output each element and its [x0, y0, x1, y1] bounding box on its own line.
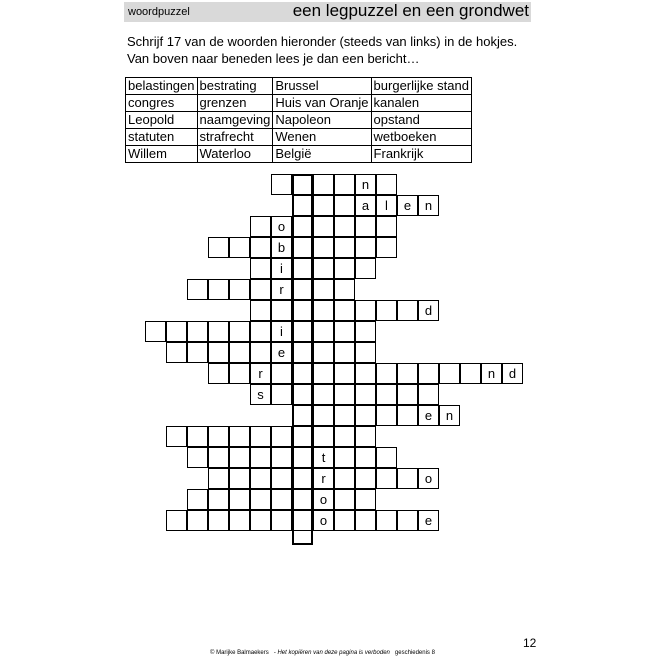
grid-cell-empty[interactable] [313, 321, 334, 342]
word-cell: wetboeken [371, 129, 471, 146]
grid-cell-empty[interactable] [376, 384, 397, 405]
grid-cell-empty[interactable] [229, 363, 250, 384]
grid-cell-letter[interactable]: s [250, 384, 271, 405]
grid-cell-empty[interactable] [166, 426, 187, 447]
grid-cell-empty[interactable] [334, 195, 355, 216]
grid-cell-letter[interactable]: n [355, 174, 376, 195]
grid-cell-letter[interactable]: o [271, 216, 292, 237]
word-cell: opstand [371, 112, 471, 129]
word-table-row [126, 78, 472, 95]
grid-cell-empty[interactable] [166, 342, 187, 363]
grid-cell-empty[interactable] [313, 300, 334, 321]
grid-cell-empty[interactable] [355, 447, 376, 468]
grid-cell-letter[interactable]: l [376, 195, 397, 216]
header-bar [124, 2, 531, 22]
grid-cell-empty[interactable] [208, 426, 229, 447]
grid-cell-empty[interactable] [334, 489, 355, 510]
grid-cell-letter[interactable]: r [271, 279, 292, 300]
grid-cell-empty[interactable] [271, 363, 292, 384]
grid-cell-empty[interactable] [397, 468, 418, 489]
word-cell: burgerlijke stand [371, 78, 471, 95]
word-cell: statuten [126, 129, 198, 146]
grid-cell-empty[interactable] [250, 342, 271, 363]
word-list-table [125, 77, 472, 163]
grid-cell-empty[interactable] [292, 510, 313, 531]
grid-cell-empty[interactable] [250, 300, 271, 321]
grid-cell-empty[interactable] [376, 363, 397, 384]
grid-cell-empty[interactable] [313, 174, 334, 195]
grid-cell-letter[interactable]: e [397, 195, 418, 216]
grid-cell-empty[interactable] [250, 489, 271, 510]
grid-cell-empty[interactable] [229, 447, 250, 468]
grid-cell-empty[interactable] [208, 468, 229, 489]
grid-cell-empty[interactable] [292, 405, 313, 426]
grid-cell-empty[interactable] [292, 384, 313, 405]
word-cell: Wenen [273, 129, 371, 146]
grid-cell-letter[interactable]: e [418, 405, 439, 426]
grid-cell-empty[interactable] [208, 447, 229, 468]
grid-cell-letter[interactable]: r [313, 468, 334, 489]
grid-cell-empty[interactable] [166, 510, 187, 531]
grid-cell-letter[interactable]: i [271, 258, 292, 279]
grid-cell-letter[interactable]: n [481, 363, 502, 384]
grid-cell-empty[interactable] [313, 216, 334, 237]
grid-cell-empty[interactable] [271, 174, 292, 195]
grid-cell-empty[interactable] [271, 468, 292, 489]
word-cell: Napoleon [273, 112, 371, 129]
grid-cell-empty[interactable] [292, 216, 313, 237]
word-cell: België [273, 146, 371, 163]
word-cell: Willem [126, 146, 198, 163]
grid-cell-letter[interactable]: n [439, 405, 460, 426]
grid-cell-empty[interactable] [187, 510, 208, 531]
grid-cell-empty[interactable] [187, 321, 208, 342]
grid-cell-empty[interactable] [271, 510, 292, 531]
word-cell: kanalen [371, 95, 471, 112]
grid-cell-empty[interactable] [229, 279, 250, 300]
grid-cell-empty[interactable] [355, 321, 376, 342]
grid-cell-empty[interactable] [376, 300, 397, 321]
grid-cell-empty[interactable] [334, 510, 355, 531]
worksheet-type-label: woordpuzzel [128, 6, 190, 18]
grid-cell-empty[interactable] [187, 447, 208, 468]
grid-cell-empty[interactable] [334, 258, 355, 279]
grid-cell-empty[interactable] [376, 510, 397, 531]
grid-cell-empty[interactable] [355, 510, 376, 531]
grid-cell-empty[interactable] [292, 447, 313, 468]
grid-cell-empty[interactable] [313, 342, 334, 363]
word-cell: naamgeving [197, 112, 273, 129]
grid-cell-empty[interactable] [229, 489, 250, 510]
grid-cell-empty[interactable] [334, 216, 355, 237]
grid-cell-empty[interactable] [397, 384, 418, 405]
grid-cell-empty[interactable] [229, 237, 250, 258]
grid-cell-empty[interactable] [397, 510, 418, 531]
grid-cell-empty[interactable] [229, 468, 250, 489]
grid-cell-letter[interactable]: o [313, 510, 334, 531]
grid-cell-empty[interactable] [334, 405, 355, 426]
grid-cell-empty[interactable] [250, 426, 271, 447]
grid-cell-empty[interactable] [292, 342, 313, 363]
grid-cell-empty[interactable] [376, 216, 397, 237]
grid-cell-empty[interactable] [355, 300, 376, 321]
grid-cell-empty[interactable] [397, 300, 418, 321]
grid-cell-empty[interactable] [208, 237, 229, 258]
grid-cell-letter[interactable]: b [271, 237, 292, 258]
worksheet-title: een legpuzzel en een grondwet [292, 1, 529, 20]
grid-cell-empty[interactable] [250, 447, 271, 468]
grid-cell-empty[interactable] [334, 237, 355, 258]
grid-cell-letter[interactable]: o [418, 468, 439, 489]
grid-cell-empty[interactable] [334, 384, 355, 405]
grid-cell-empty[interactable] [166, 321, 187, 342]
word-cell: bestrating [197, 78, 273, 95]
grid-cell-empty[interactable] [271, 489, 292, 510]
grid-cell-empty[interactable] [292, 468, 313, 489]
word-table-row [126, 95, 472, 112]
grid-cell-empty[interactable] [355, 468, 376, 489]
word-cell: congres [126, 95, 198, 112]
grid-cell-empty[interactable] [418, 384, 439, 405]
grid-cell-empty[interactable] [313, 405, 334, 426]
page-number: 12 [523, 636, 537, 650]
grid-cell-empty[interactable] [334, 321, 355, 342]
word-cell: Frankrijk [371, 146, 471, 163]
grid-cell-empty[interactable] [313, 258, 334, 279]
word-cell: belastingen [126, 78, 198, 95]
grid-cell-empty[interactable] [376, 447, 397, 468]
grid-cell-empty[interactable] [355, 384, 376, 405]
footer-copyright: © Marijke Balmaekers [210, 650, 269, 656]
word-cell: grenzen [197, 95, 273, 112]
footer [210, 650, 435, 656]
word-cell: Waterloo [197, 146, 273, 163]
grid-cell-empty[interactable] [376, 405, 397, 426]
grid-cell-empty[interactable] [334, 426, 355, 447]
grid-cell-empty[interactable] [313, 384, 334, 405]
grid-cell-empty[interactable] [208, 321, 229, 342]
grid-cell-empty[interactable] [271, 447, 292, 468]
grid-cell-empty[interactable] [313, 279, 334, 300]
grid-cell-empty[interactable] [208, 489, 229, 510]
grid-cell-empty[interactable] [271, 426, 292, 447]
grid-cell-letter[interactable]: t [313, 447, 334, 468]
grid-cell-empty[interactable] [355, 342, 376, 363]
grid-cell-empty[interactable] [376, 468, 397, 489]
grid-cell-empty[interactable] [376, 174, 397, 195]
grid-cell-empty[interactable] [376, 237, 397, 258]
grid-cell-empty[interactable] [292, 258, 313, 279]
grid-cell-letter[interactable]: d [418, 300, 439, 321]
grid-cell-empty[interactable] [250, 216, 271, 237]
word-table-row [126, 129, 472, 146]
grid-cell-empty[interactable] [208, 279, 229, 300]
grid-cell-empty[interactable] [334, 174, 355, 195]
grid-cell-empty[interactable] [292, 300, 313, 321]
grid-cell-empty[interactable] [187, 279, 208, 300]
grid-cell-empty[interactable] [271, 384, 292, 405]
grid-cell-empty[interactable] [418, 363, 439, 384]
grid-cell-empty[interactable] [292, 279, 313, 300]
grid-cell-empty[interactable] [313, 426, 334, 447]
grid-cell-empty[interactable] [355, 237, 376, 258]
grid-cell-empty[interactable] [250, 237, 271, 258]
grid-cell-empty[interactable] [334, 279, 355, 300]
grid-cell-letter[interactable]: d [502, 363, 523, 384]
grid-cell-empty[interactable] [313, 363, 334, 384]
word-cell: Huis van Oranje [273, 95, 371, 112]
grid-cell-letter[interactable]: r [250, 363, 271, 384]
grid-cell-empty[interactable] [355, 405, 376, 426]
grid-cell-empty[interactable] [355, 426, 376, 447]
grid-cell-empty[interactable] [187, 426, 208, 447]
grid-cell-empty[interactable] [229, 321, 250, 342]
grid-cell-letter[interactable]: i [271, 321, 292, 342]
grid-cell-empty[interactable] [250, 468, 271, 489]
grid-cell-empty[interactable] [313, 237, 334, 258]
grid-cell-empty[interactable] [208, 510, 229, 531]
grid-cell-empty[interactable] [250, 321, 271, 342]
grid-cell-empty[interactable] [229, 510, 250, 531]
grid-cell-empty[interactable] [208, 363, 229, 384]
grid-cell-empty[interactable] [355, 489, 376, 510]
grid-cell-empty[interactable] [334, 363, 355, 384]
grid-cell-empty[interactable] [187, 342, 208, 363]
grid-cell-empty[interactable] [355, 258, 376, 279]
grid-cell-empty[interactable] [355, 216, 376, 237]
word-table-row [126, 112, 472, 129]
grid-cell-empty[interactable] [250, 510, 271, 531]
grid-cell-letter[interactable]: e [271, 342, 292, 363]
grid-cell-empty[interactable] [229, 342, 250, 363]
word-cell: Brussel [273, 78, 371, 95]
grid-cell-empty[interactable] [460, 363, 481, 384]
grid-cell-letter[interactable]: o [313, 489, 334, 510]
grid-cell-letter[interactable]: e [418, 510, 439, 531]
grid-cell-empty[interactable] [292, 363, 313, 384]
grid-cell-empty[interactable] [292, 426, 313, 447]
grid-cell-empty[interactable] [208, 342, 229, 363]
grid-cell-empty[interactable] [250, 279, 271, 300]
grid-cell-empty[interactable] [250, 258, 271, 279]
grid-cell-empty[interactable] [292, 237, 313, 258]
grid-cell-empty[interactable] [229, 426, 250, 447]
grid-cell-empty[interactable] [334, 300, 355, 321]
grid-cell-empty[interactable] [292, 489, 313, 510]
grid-cell-empty[interactable] [355, 363, 376, 384]
grid-cell-empty[interactable] [439, 363, 460, 384]
grid-cell-empty[interactable] [292, 174, 313, 195]
grid-cell-empty[interactable] [397, 405, 418, 426]
grid-cell-letter[interactable]: a [355, 195, 376, 216]
grid-cell-empty[interactable] [271, 300, 292, 321]
grid-cell-empty[interactable] [187, 489, 208, 510]
grid-cell-empty[interactable] [334, 447, 355, 468]
footer-notice: - Het kopiëren van deze pagina is verboden [273, 650, 390, 656]
grid-cell-empty[interactable] [334, 342, 355, 363]
grid-cell-empty[interactable] [145, 321, 166, 342]
instructions-text: Schrijf 17 van de woorden hieronder (steeds van links) in de hokjes. Van boven naar beneden lees je dan een bericht… [127, 34, 518, 66]
word-table-row [126, 146, 472, 163]
grid-cell-empty[interactable] [292, 321, 313, 342]
grid-cell-empty[interactable] [397, 363, 418, 384]
word-cell: strafrecht [197, 129, 273, 146]
grid-cell-letter[interactable]: n [418, 195, 439, 216]
grid-cell-empty[interactable] [334, 468, 355, 489]
footer-subject: geschiedenis 8 [394, 650, 435, 656]
grid-cell-empty[interactable] [292, 195, 313, 216]
grid-cell-empty[interactable] [313, 195, 334, 216]
word-cell: Leopold [126, 112, 198, 129]
